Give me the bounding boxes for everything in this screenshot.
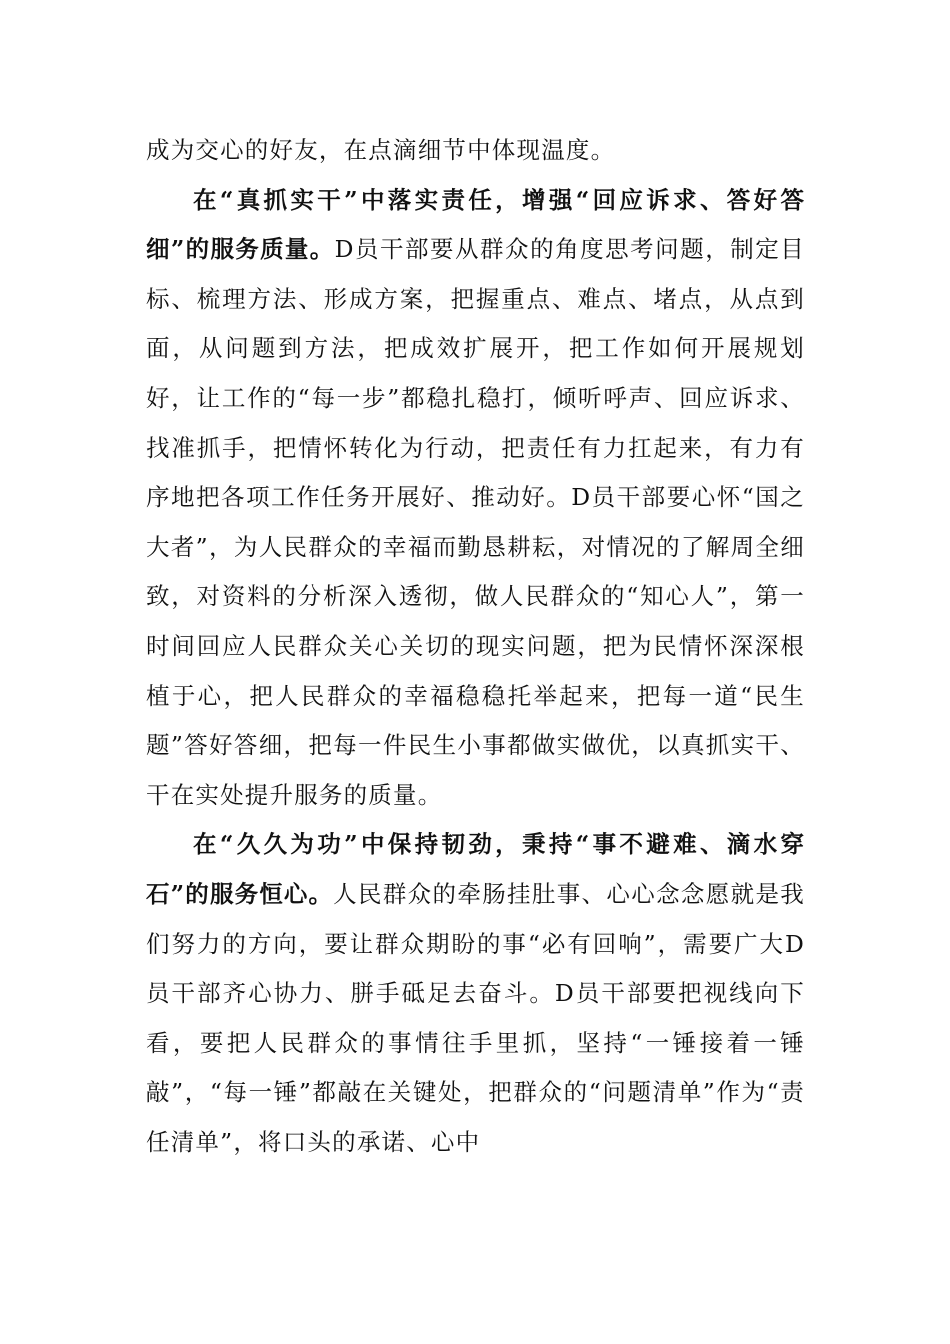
paragraph-lead-heading: 在“真抓实干”中落实责任，增强“回应诉求、答好答细”的服务质量。 xyxy=(146,185,805,264)
paragraph-lead-heading: 在“久久为功”中保持韧劲，秉持“事不避难、滴水穿石”的服务恒心。 xyxy=(146,830,805,908)
paragraph-text: 人民群众的牵肠挂肚事、心心念念愿就是我们努力的方向，要让群众期盼的事“必有回响”，需要广大D员干部齐心协力、胼手砥足去奋斗。D员干部要把视线向下看，要把人民群众的事情往手里抓，坚持“一锤接着一锤敲”，“每一锤”都敲在关键处，把群众的“问题清单”作为“责任清单”，将口头的承诺、心中 xyxy=(146,879,805,1156)
paragraph-text: D员干部要从群众的角度思考问题，制定目标、梳理方法、形成方案，把握重点、难点、堵点，从点到面，从问题到方法，把成效扩展开，把工作如何开展规划好，让工作的“每一步”都稳扎稳打，倾听呼声、回应诉求、找准抓手，把情怀转化为行动，把责任有力扛起来，有力有序地把各项工作任务开展好、推动好。D员干部要心怀“国之大者”，为人民群众的幸福而勤恳耕耘，对情况的了解周全细致，对资料的分析深入透彻，做人民群众的“知心人”，第一时间回应人民群众关心关切的现实问题，把为民情怀深深根植于心，把人民群众的幸福稳稳托举起来，把每一道“民生题”答好答细，把每一件民生小事都做实做优，以真抓实干、干在实处提升服务的质量。 xyxy=(146,235,805,809)
paragraph-continuation xyxy=(146,126,805,176)
paragraph-responsibility xyxy=(146,176,805,821)
paragraph-persistence xyxy=(146,820,805,1167)
document-body xyxy=(146,126,805,1167)
paragraph-text: 成为交心的好友，在点滴细节中体现温度。 xyxy=(146,136,616,164)
